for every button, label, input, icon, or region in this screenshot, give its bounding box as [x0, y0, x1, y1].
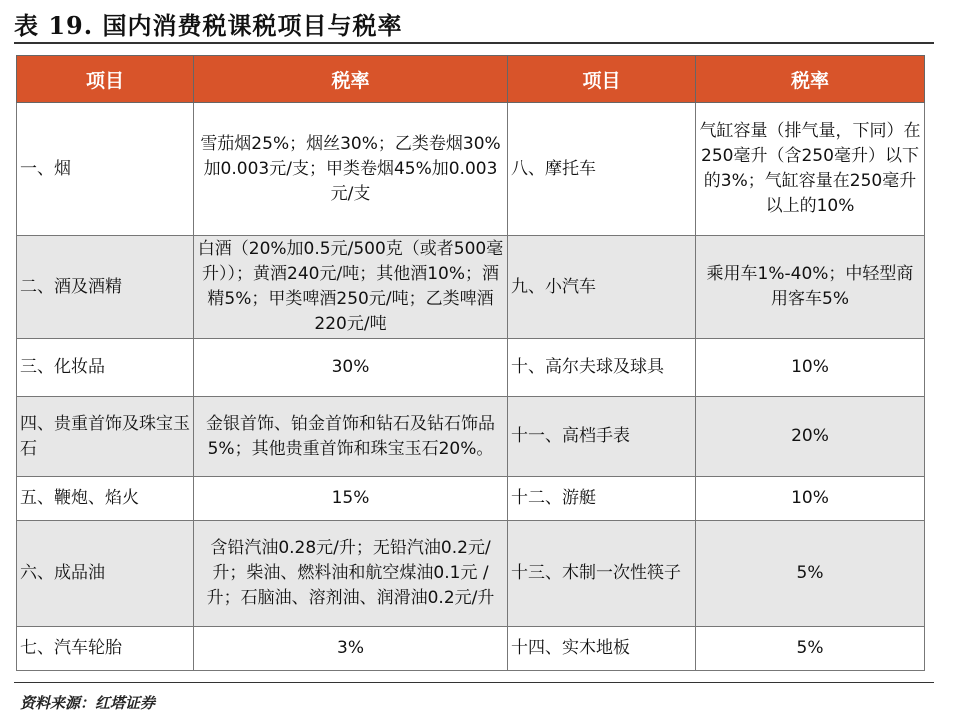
rate-cell: 乘用车1%-40%；中轻型商用客车5%	[696, 236, 925, 339]
table-row	[17, 236, 925, 339]
rate-cell: 15%	[194, 477, 508, 521]
item-cell: 十四、实木地板	[508, 627, 696, 671]
item-cell: 十一、高档手表	[508, 397, 696, 477]
header-item-b: 项目	[508, 56, 696, 103]
table-row	[17, 477, 925, 521]
item-cell: 七、汽车轮胎	[17, 627, 194, 671]
rate-cell: 雪茄烟25%；烟丝30%；乙类卷烟30%加0.003元/支；甲类卷烟45%加0.003元/支	[194, 103, 508, 236]
item-cell: 一、烟	[17, 103, 194, 236]
table-row	[17, 521, 925, 627]
top-rule	[14, 42, 934, 44]
item-cell: 五、鞭炮、焰火	[17, 477, 194, 521]
rate-cell: 30%	[194, 339, 508, 397]
table-row	[17, 339, 925, 397]
rate-cell: 5%	[696, 521, 925, 627]
rate-cell: 白酒（20%加0.5元/500克（或者500毫升））；黄酒240元/吨；其他酒10%；酒精5%；甲类啤酒250元/吨；乙类啤酒220元/吨	[194, 236, 508, 339]
header-item-a: 项目	[17, 56, 194, 103]
table-row	[17, 103, 925, 236]
rate-cell: 10%	[696, 339, 925, 397]
item-cell: 三、化妆品	[17, 339, 194, 397]
rate-cell: 5%	[696, 627, 925, 671]
rate-cell: 含铅汽油0.28元/升；无铅汽油0.2元/升；柴油、燃料油和航空煤油0.1元 /升；石脑油、溶剂油、润滑油0.2元/升	[194, 521, 508, 627]
rate-cell: 3%	[194, 627, 508, 671]
header-rate-b: 税率	[696, 56, 925, 103]
item-cell: 十、高尔夫球及球具	[508, 339, 696, 397]
table-row	[17, 627, 925, 671]
item-cell: 十三、木制一次性筷子	[508, 521, 696, 627]
item-cell: 二、酒及酒精	[17, 236, 194, 339]
item-cell: 四、贵重首饰及珠宝玉石	[17, 397, 194, 477]
item-cell: 十二、游艇	[508, 477, 696, 521]
item-cell: 九、小汽车	[508, 236, 696, 339]
table-title: 表 19. 国内消费税课税项目与税率	[14, 11, 403, 40]
item-cell: 八、摩托车	[508, 103, 696, 236]
item-cell: 六、成品油	[17, 521, 194, 627]
header-row	[17, 56, 925, 103]
bottom-rule	[14, 682, 934, 683]
rate-cell: 20%	[696, 397, 925, 477]
rate-cell: 气缸容量（排气量，下同）在250毫升（含250毫升）以下的3%；气缸容量在250毫升以上的10%	[696, 103, 925, 236]
header-rate-a: 税率	[194, 56, 508, 103]
source-note: 资料来源：红塔证券	[20, 694, 156, 712]
rate-cell: 10%	[696, 477, 925, 521]
tax-table	[16, 55, 925, 671]
table-row	[17, 397, 925, 477]
rate-cell: 金银首饰、铂金首饰和钻石及钻石饰品5%；其他贵重首饰和珠宝玉石20%。	[194, 397, 508, 477]
